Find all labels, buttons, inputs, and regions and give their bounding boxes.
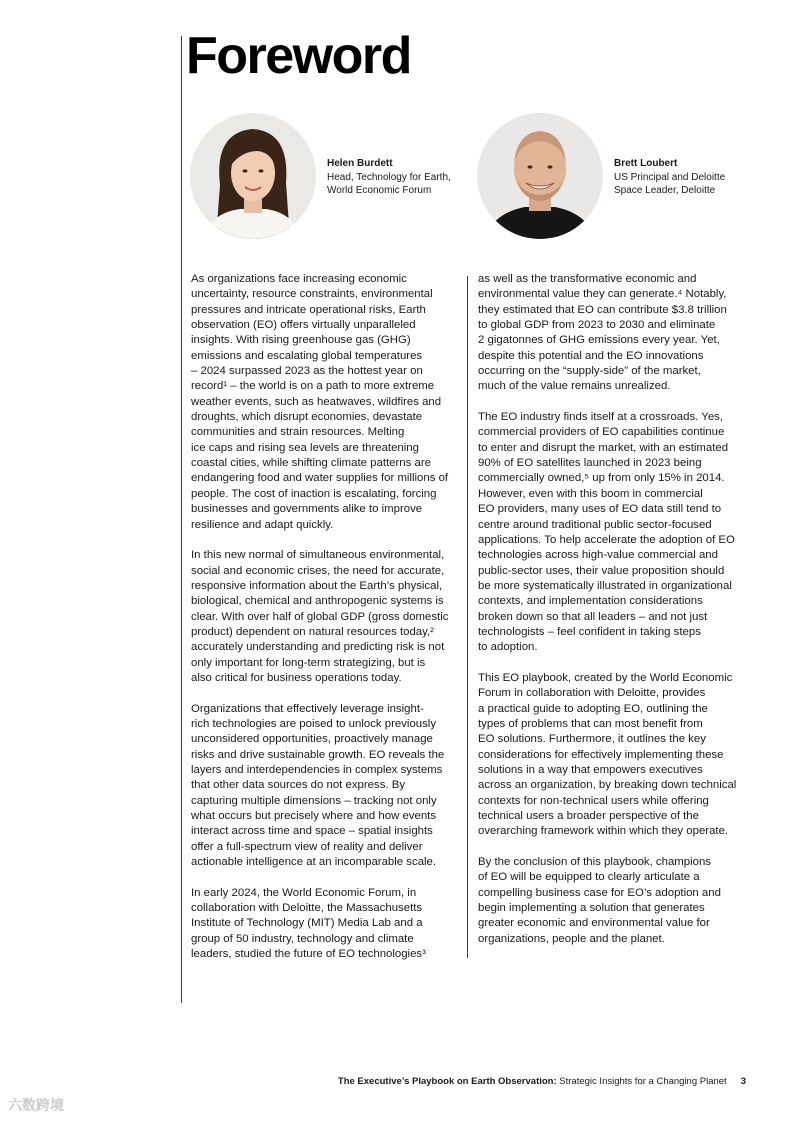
footer-subtitle: Strategic Insights for a Changing Planet xyxy=(556,1076,727,1087)
paragraph: By the conclusion of this playbook, champions of EO will be equipped to clearly articulate a compelling business case for EO’s adoption and begin implementing a solution that generates greater economic and environmental value for organizations, people and the planet. xyxy=(478,856,721,945)
caption-brett-loubert xyxy=(614,157,744,198)
column-rule xyxy=(467,276,468,958)
left-rule xyxy=(181,36,182,1003)
page-title: Foreword xyxy=(186,27,411,85)
person-name: Brett Loubert xyxy=(614,158,678,169)
text-column-left xyxy=(191,272,463,978)
caption-helen-burdett xyxy=(327,157,457,198)
paragraph: In this new normal of simultaneous environmental, social and economic crises, the need for accurate, responsive information about the Earth’s physical, biological, chemical and anthropogenic systems is clear. With over half of global GDP (gross domestic product) dependent on natural resources today,² accurately understanding and predicting risk is not only important for long-term strategizing, but is also critical for business operations today. xyxy=(191,549,449,684)
paragraph: as well as the transformative economic and environmental value they can generate.⁴ Notably, they estimated that EO can contribute $3.8 trillion to global GDP from 2023 to 2030 and eliminate 2 gigatonnes of GHG emissions every year. Yet, despite this potential and the EO innovations occurring on the “supply-side” of the market, much of the value remains unrealized. xyxy=(478,273,727,393)
paragraph: As organizations face increasing economic uncertainty, resource constraints, environmental pressures and intricate operational risks, Earth observation (EO) offers virtually unparalleled insights. With rising greenhouse gas (GHG) emissions and escalating global temperatures – 2024 surpassed 2023 as the hottest year on record¹ – the world is on a path to more extreme weather events, such as heatwaves, wildfires and droughts, which disrupt economies, devastate communities and strain resources. Melting ice caps and rising sea levels are threatening coastal cities, while shifting climate patterns are endangering food and water supplies for millions of people. The cost of inaction is escalating, forcing businesses and governments alike to improve resilience and adapt quickly. xyxy=(191,273,449,531)
footer-report-title: The Executive’s Playbook on Earth Observation: xyxy=(337,1076,557,1087)
paragraph: In early 2024, the World Economic Forum, in collaboration with Deloitte, the Massachusetts Institute of Technology (MIT) Media Lab and a group of 50 industry, technology and climate leaders, studied the future of EO technologies³ xyxy=(191,886,426,961)
page-footer xyxy=(338,1076,746,1087)
paragraph: This EO playbook, created by the World Economic Forum in collaboration with Deloitte, provides a practical guide to adopting EO, outlining the types of problems that can most benefit from EO solutions. Furthermore, it outlines the key considerations for effectively implementing these solutions in a way that empowers executives across an organization, by breaking down technical contexts for non-technical users while offering technical users a broader perspective of the overarching framework within which they operate. xyxy=(478,671,737,838)
page-number: 3 xyxy=(740,1076,746,1087)
text-column-right xyxy=(478,272,750,962)
person-role: Head, Technology for Earth, World Economic Forum xyxy=(327,171,451,196)
person-role: US Principal and Deloitte Space Leader, Deloitte xyxy=(614,171,726,196)
watermark: 六数跨境 xyxy=(8,1097,64,1113)
portrait-brett-loubert xyxy=(477,113,603,239)
paragraph: Organizations that effectively leverage insight- rich technologies are poised to unlock previously unconsidered opportunities, proactively manage risks and drive sustainable growth. EO reveals the layers and interdependencies in complex systems that other data sources do not express. By capturing multiple dimensions – tracking not only what occurs but precisely where and how events interact across time and space – spatial insights offer a full-spectrum view of reality and deliver actionable intelligence at an incomparable scale. xyxy=(191,702,445,869)
paragraph: The EO industry finds itself at a crossroads. Yes, commercial providers of EO capabilities continue to enter and disrupt the market, with an estimated 90% of EO satellites launched in 2023 being commercially owned,⁵ up from only 15% in 2014. However, even with this boom in commercial EO providers, many uses of EO data still tend to centre around traditional public sector-focused applications. To help accelerate the adoption of EO technologies across high-value commercial and public-sector uses, their value proposition should be more systematically illustrated in organizational contexts, and implementation considerations broken down so that all leaders – and not just technologists – feel confident in taking steps to adoption. xyxy=(478,411,735,654)
person-name: Helen Burdett xyxy=(327,158,393,169)
portrait-helen-burdett xyxy=(190,113,316,239)
